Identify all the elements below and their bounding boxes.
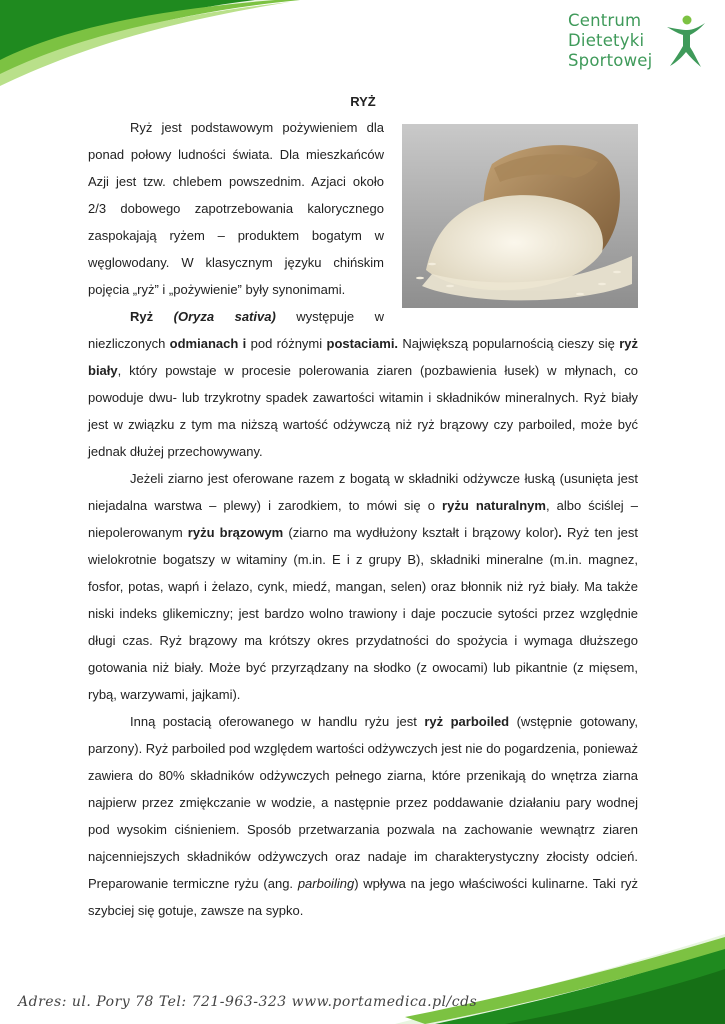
logo-line-3: Sportowej xyxy=(568,51,653,70)
paragraph-2 xyxy=(88,330,638,465)
text: , który powstaje w procesie polerowania ziaren (pozbawienia łusek) w młynach, co powoduje dwu- lub trzykrotny spadek zawartości witamin i składników mineralnych. Ryż biały jest w związku z tym ma niższą wartość odżywczą niż ryż brązowy czy parboiled, może być jednak dłużej przechowywany. xyxy=(88,363,638,459)
text: Jeżeli ziarno jest oferowane razem z bogatą w składniki odżywcze łuską (usunięta jest niejadalna warstwa – plewy) i zarodkiem, to mówi się o xyxy=(88,471,638,513)
logo-text xyxy=(568,11,652,71)
paragraph-1-line: węglowodany. W klasycznym języku chińskim xyxy=(88,255,384,270)
rice-term: Ryż xyxy=(130,309,154,324)
text: (wstępnie gotowany, parzony). Ryż parboiled pod względem wartości odżywczych jest nie do pogardzenia, ponieważ zawiera do 80% składników odżywczych pełnego ziarna, które przenikają do wnętrza ziarna najpierw przez zmiękczanie w wodzie, a następnie przez poddawanie działaniu pary wodnej pod wysokim ciśnieniem. Sposób przetwarzania pozwala na zachowanie wewnątrz ziaren najcenniejszych składników odżywczych oraz nadaje im charakterystyczny złocisty odcień. Preparowanie termiczne ryżu (ang. xyxy=(88,714,638,891)
paragraph-4 xyxy=(88,708,638,924)
italic-text: parboiling xyxy=(297,876,355,891)
paragraph-3 xyxy=(88,465,638,708)
bold-text: ryż biały xyxy=(88,336,638,378)
text: Inną postacią oferowanego w handlu ryżu jest xyxy=(130,714,425,729)
logo-line-1: Centrum xyxy=(568,11,642,30)
latin-name: (Oryza sativa) xyxy=(173,309,276,324)
footer-address: Adres: ul. Pory 78 Tel: 721-963-323 www.portamedica.pl/cds xyxy=(18,994,478,1010)
bold-text: odmianach i xyxy=(169,336,247,351)
text: Największą popularnością cieszy się xyxy=(398,336,620,351)
text: (ziarno ma wydłużony kształt i brązowy kolor) xyxy=(283,525,559,540)
text: Ryż ten jest wielokrotnie bogatszy w witaminy (m.in. E i z grupy B), składniki mineralne (m.in. magnez, fosfor, potas, wapń i żelazo, cynk, miedź, mangan, selen) oraz błonnik niż ryż biały. Ma także niski indeks glikemiczny; jest bardzo wolno trawiony i daje poczucie sytości przez względnie długi czas. Ryż brązowy ma krótszy okres przydatności do spożycia i wymaga dłuższego gotowania niż biały. Może być przyrządzany na słodko (z owocami) lub pikantnie (z mięsem, rybą, warzywami, jajkami). xyxy=(88,525,638,702)
running-figure-icon xyxy=(663,13,707,69)
logo-line-2: Dietetyki xyxy=(568,31,645,50)
lead-rest: występuje w xyxy=(296,309,384,324)
page-title: RYŻ xyxy=(350,94,376,109)
text: , albo ściślej – niepolerowanym xyxy=(88,498,638,540)
text: pod różnymi xyxy=(246,336,327,351)
paragraph-1-line: zaspokajają ryżem – produktem bogatym w xyxy=(88,228,384,243)
paragraph-1-line: ponad połowy ludności świata. Dla mieszkańców xyxy=(88,147,384,162)
bold-text: ryżu brązowym xyxy=(187,525,284,540)
header-swoosh-graphic xyxy=(0,0,300,90)
bold-text: ryżu naturalnym xyxy=(442,498,546,513)
bold-text: . xyxy=(558,525,562,540)
text: ) wpływa na jego właściwości kulinarne. Taki ryż szybciej się gotuje, zawsze na sypko. xyxy=(88,876,638,918)
paragraph-1-line: 2/3 dobowego zapotrzebowania kalorycznego xyxy=(88,201,384,216)
paragraph-1-line: Azji jest tzw. chlebem powszednim. Azjaci około xyxy=(88,174,384,189)
logo xyxy=(568,11,718,81)
paragraph-1-line: Ryż jest podstawowym pożywieniem dla xyxy=(130,120,384,135)
text: niezliczonych xyxy=(88,336,170,351)
rice-sack-image xyxy=(402,124,638,308)
bold-text: ryż parboiled xyxy=(424,714,510,729)
bold-text: postaciami. xyxy=(326,336,399,351)
article xyxy=(88,90,638,924)
rice-sack-illustration xyxy=(402,124,638,308)
paragraph-1-line: pojęcia „ryż” i „pożywienie” były synonimami. xyxy=(88,282,346,297)
